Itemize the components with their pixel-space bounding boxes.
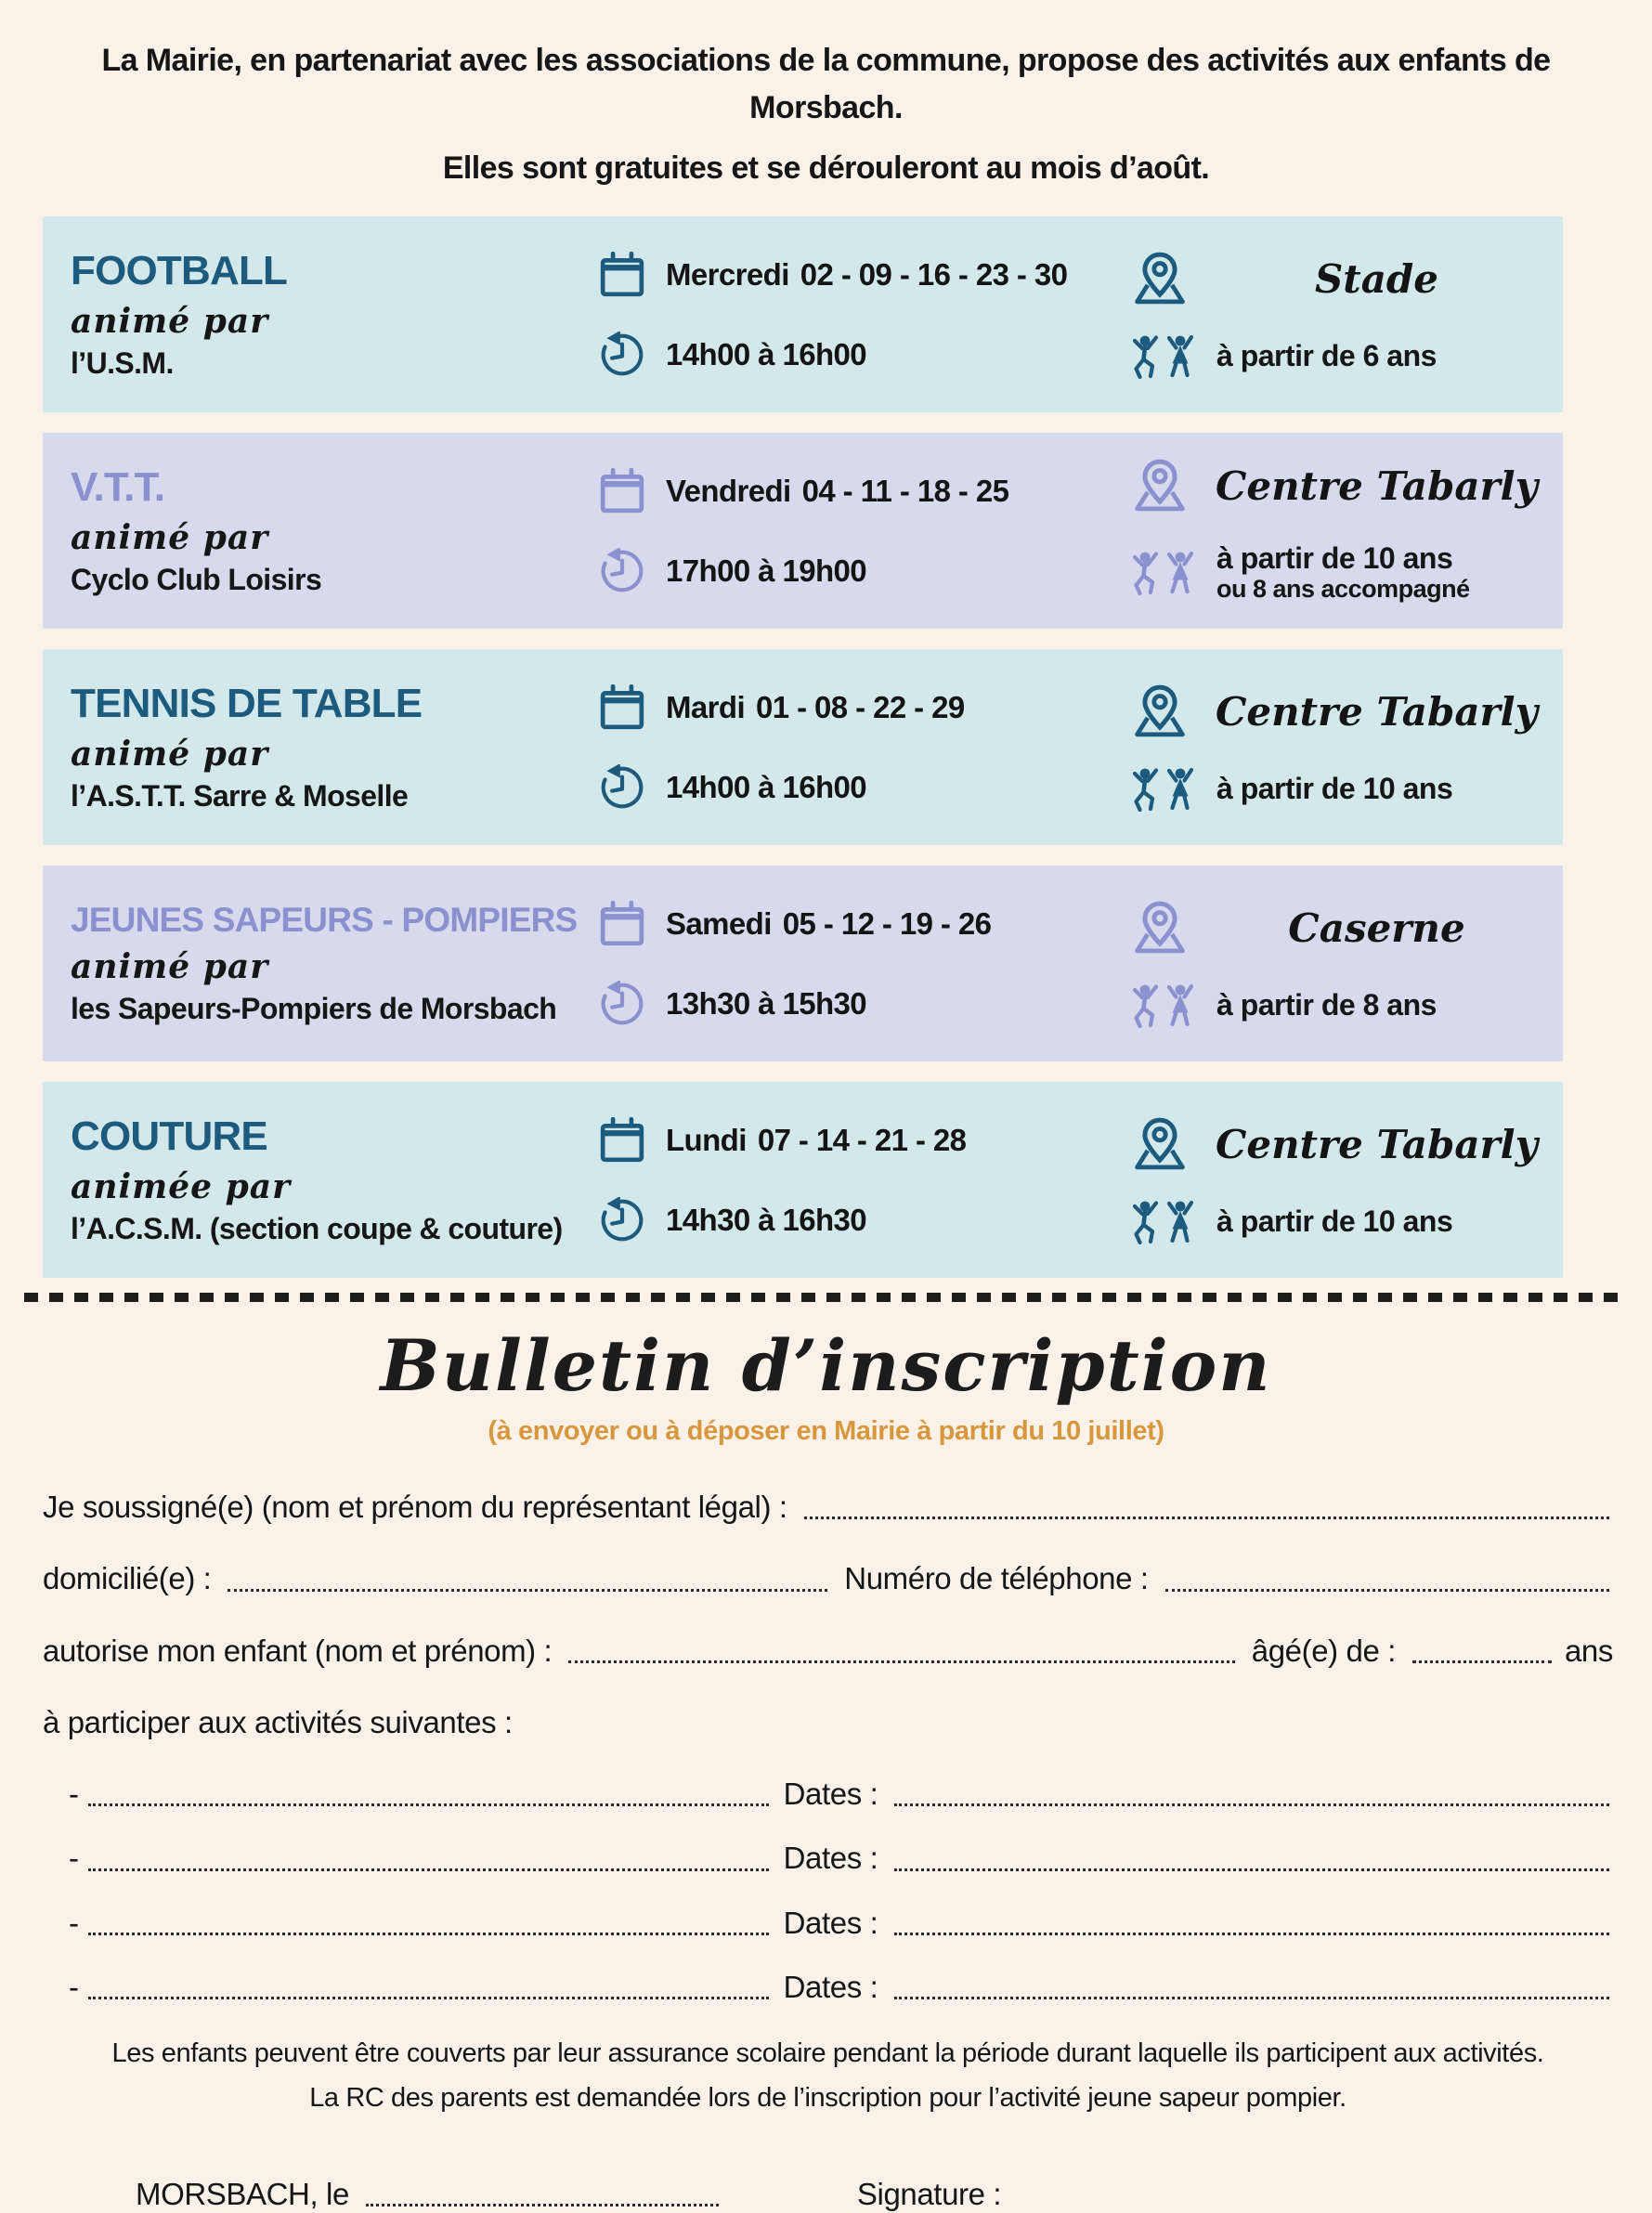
activity-day: Lundi [666,1122,747,1157]
activity-age-note: ou 8 ans accompagné [1216,575,1470,604]
activity-place-age [1131,458,1544,605]
activity-dates: 05 - 12 - 19 - 26 [782,905,992,941]
form-line-participate [43,1703,1613,1741]
activity-dates: 04 - 11 - 18 - 25 [801,473,1009,508]
activity-card-vtt [43,433,1563,629]
activity-dates: 01 - 08 - 22 - 29 [756,689,965,724]
activity-dates: 07 - 14 - 21 - 28 [757,1122,967,1157]
activity-location: Centre Tabarly [1215,689,1539,735]
calendar-icon [599,1117,645,1164]
activity-row-4: - Dates : [43,1968,1613,2006]
children-icon [1131,1200,1196,1244]
dates-field [894,1933,1609,1935]
insurance-notes [43,2032,1613,2121]
activity-place-age [1131,251,1544,379]
cut-line-divider [24,1293,1628,1302]
activity-info [71,681,595,814]
activity-field [88,1933,769,1935]
dates-label: Dates : [783,1841,878,1876]
activity-age: à partir de 10 ans [1216,1204,1453,1239]
activity-card-couture [43,1082,1563,1278]
activity-row-2: - Dates : [43,1839,1613,1877]
dates-label: Dates : [783,1777,878,1811]
date-field [366,2204,719,2206]
activity-info [71,1113,595,1246]
form-line-representative [43,1488,1613,1526]
map-pin-icon [1131,1116,1189,1174]
dates-label: Dates : [783,1905,878,1940]
children-icon [1131,334,1196,379]
activity-title: COUTURE [71,1113,267,1159]
activity-info [71,901,595,1026]
activity-time: 14h00 à 16h00 [666,336,867,371]
intro-line1: La Mairie, en partenariat avec les associations de la commune, propose des activités aux enfants de Morsbach. [101,43,1551,125]
activity-age: à partir de 10 ans [1216,772,1453,806]
calendar-icon [599,468,645,514]
child-name-field [568,1660,1234,1663]
activity-place-age [1131,683,1544,812]
activity-field [88,1803,769,1806]
activity-schedule [595,252,1131,378]
activity-info [71,248,595,381]
representative-label: Je soussigné(e) (nom et prénom du représentant légal) : [43,1490,787,1524]
activity-organizer: les Sapeurs-Pompiers de Morsbach [71,992,557,1025]
address-field [228,1589,827,1592]
activity-time: 14h00 à 16h00 [666,769,867,804]
activity-dates: 02 - 09 - 16 - 23 - 30 [800,256,1068,292]
activity-date-rows [43,1775,1613,2006]
activity-field [88,1868,769,1871]
activity-day: Vendredi [666,473,791,508]
activity-animated-by: animé par [71,947,269,986]
intro-gratuites: gratuites [594,150,723,186]
activity-animated-by: animé par [71,518,269,557]
map-pin-icon [1131,458,1189,515]
calendar-icon [599,252,645,298]
activity-title: TENNIS DE TABLE [71,681,423,726]
activity-schedule [595,901,1131,1027]
children-icon [1131,551,1196,595]
activity-time: 13h30 à 15h30 [666,985,867,1021]
activity-card-jeunes-sapeurs-pompiers [43,866,1563,1061]
activity-schedule [595,468,1131,594]
dates-field [894,1803,1609,1806]
calendar-icon [599,901,645,947]
intro-text [28,37,1624,192]
activity-schedule [595,1117,1131,1243]
intro-line2: Elles sont gratuites et se dérouleront au mois d’août. [442,150,1210,186]
activity-organizer: l’U.S.M. [71,346,174,380]
participate-label: à participer aux activités suivantes : [43,1704,513,1739]
insurance-note-1: Les enfants peuvent être couverts par leur assurance scolaire pendant la période durant laquelle ils participent aux activités. [111,2038,1544,2068]
age-label: âgé(e) de : [1251,1633,1396,1668]
activity-card-football [43,216,1563,412]
city-date-label: MORSBACH, le [136,2176,349,2211]
clock-icon [599,981,645,1027]
insurance-note-2: La RC des parents est demandée lors de l’inscription pour l’activité jeune sapeur pompier. [309,2082,1346,2113]
children-icon [1131,983,1196,1028]
activity-animated-by: animé par [71,735,269,774]
activity-animated-by: animé par [71,302,269,341]
children-icon [1131,767,1196,812]
clock-icon [599,332,645,378]
age-field [1412,1660,1552,1663]
phone-label: Numéro de téléphone : [844,1561,1149,1596]
activity-place-age [1131,900,1544,1028]
dates-field [894,1868,1609,1871]
phone-field [1165,1589,1609,1592]
activity-field [88,1997,769,1999]
activity-location: Centre Tabarly [1215,1122,1539,1167]
activity-location: Stade [1314,256,1439,302]
activity-row-3: - Dates : [43,1904,1613,1942]
bulletin-title: Bulletin d’inscription [380,1324,1272,1407]
map-pin-icon [1131,683,1189,741]
activity-schedule [595,684,1131,811]
clock-icon [599,764,645,811]
activity-age: à partir de 10 ans [1216,540,1453,575]
signature-row [136,2175,1574,2213]
activity-animated-by: animée par [71,1167,292,1206]
activity-title: V.T.T. [71,464,165,510]
map-pin-icon [1131,251,1189,308]
activity-location: Caserne [1288,905,1465,951]
dates-field [894,1997,1609,1999]
bulletin-subtitle: (à envoyer ou à déposer en Mairie à partir du 10 juillet) [488,1416,1164,1446]
activity-place-age [1131,1116,1544,1244]
address-label: domicilié(e) : [43,1561,212,1596]
activity-organizer: l’A.S.T.T. Sarre & Moselle [71,779,409,813]
signature-label: Signature : [856,2176,1002,2211]
activity-title: JEUNES SAPEURS - POMPIERS [71,901,578,939]
form-line-child-age [43,1632,1613,1670]
calendar-icon [599,684,645,731]
form-line-address-phone [43,1559,1613,1597]
activity-day: Samedi [666,905,772,941]
activity-row-1: - Dates : [43,1775,1613,1813]
activity-card-tennis-de-table [43,649,1563,845]
activity-organizer: Cyclo Club Loisirs [71,563,322,596]
dates-label: Dates : [783,1969,878,2004]
activity-info [71,464,595,597]
map-pin-icon [1131,900,1189,957]
activity-day: Mardi [666,689,746,724]
clock-icon [599,548,645,594]
activity-organizer: l’A.C.S.M. (section coupe & couture) [71,1212,563,1245]
activity-location: Centre Tabarly [1215,463,1539,510]
activity-time: 17h00 à 19h00 [666,553,867,588]
registration-form [43,1488,1613,2213]
activities-list [43,216,1563,1278]
representative-field [804,1517,1609,1519]
activity-age: à partir de 8 ans [1216,988,1437,1022]
age-suffix: ans [1564,1633,1613,1668]
activity-title: FOOTBALL [71,248,288,293]
clock-icon [599,1197,645,1243]
child-name-label: autorise mon enfant (nom et prénom) : [43,1633,553,1668]
activity-time: 14h30 à 16h30 [666,1202,867,1237]
activity-age: à partir de 6 ans [1216,339,1437,373]
activity-day: Mercredi [666,256,789,292]
